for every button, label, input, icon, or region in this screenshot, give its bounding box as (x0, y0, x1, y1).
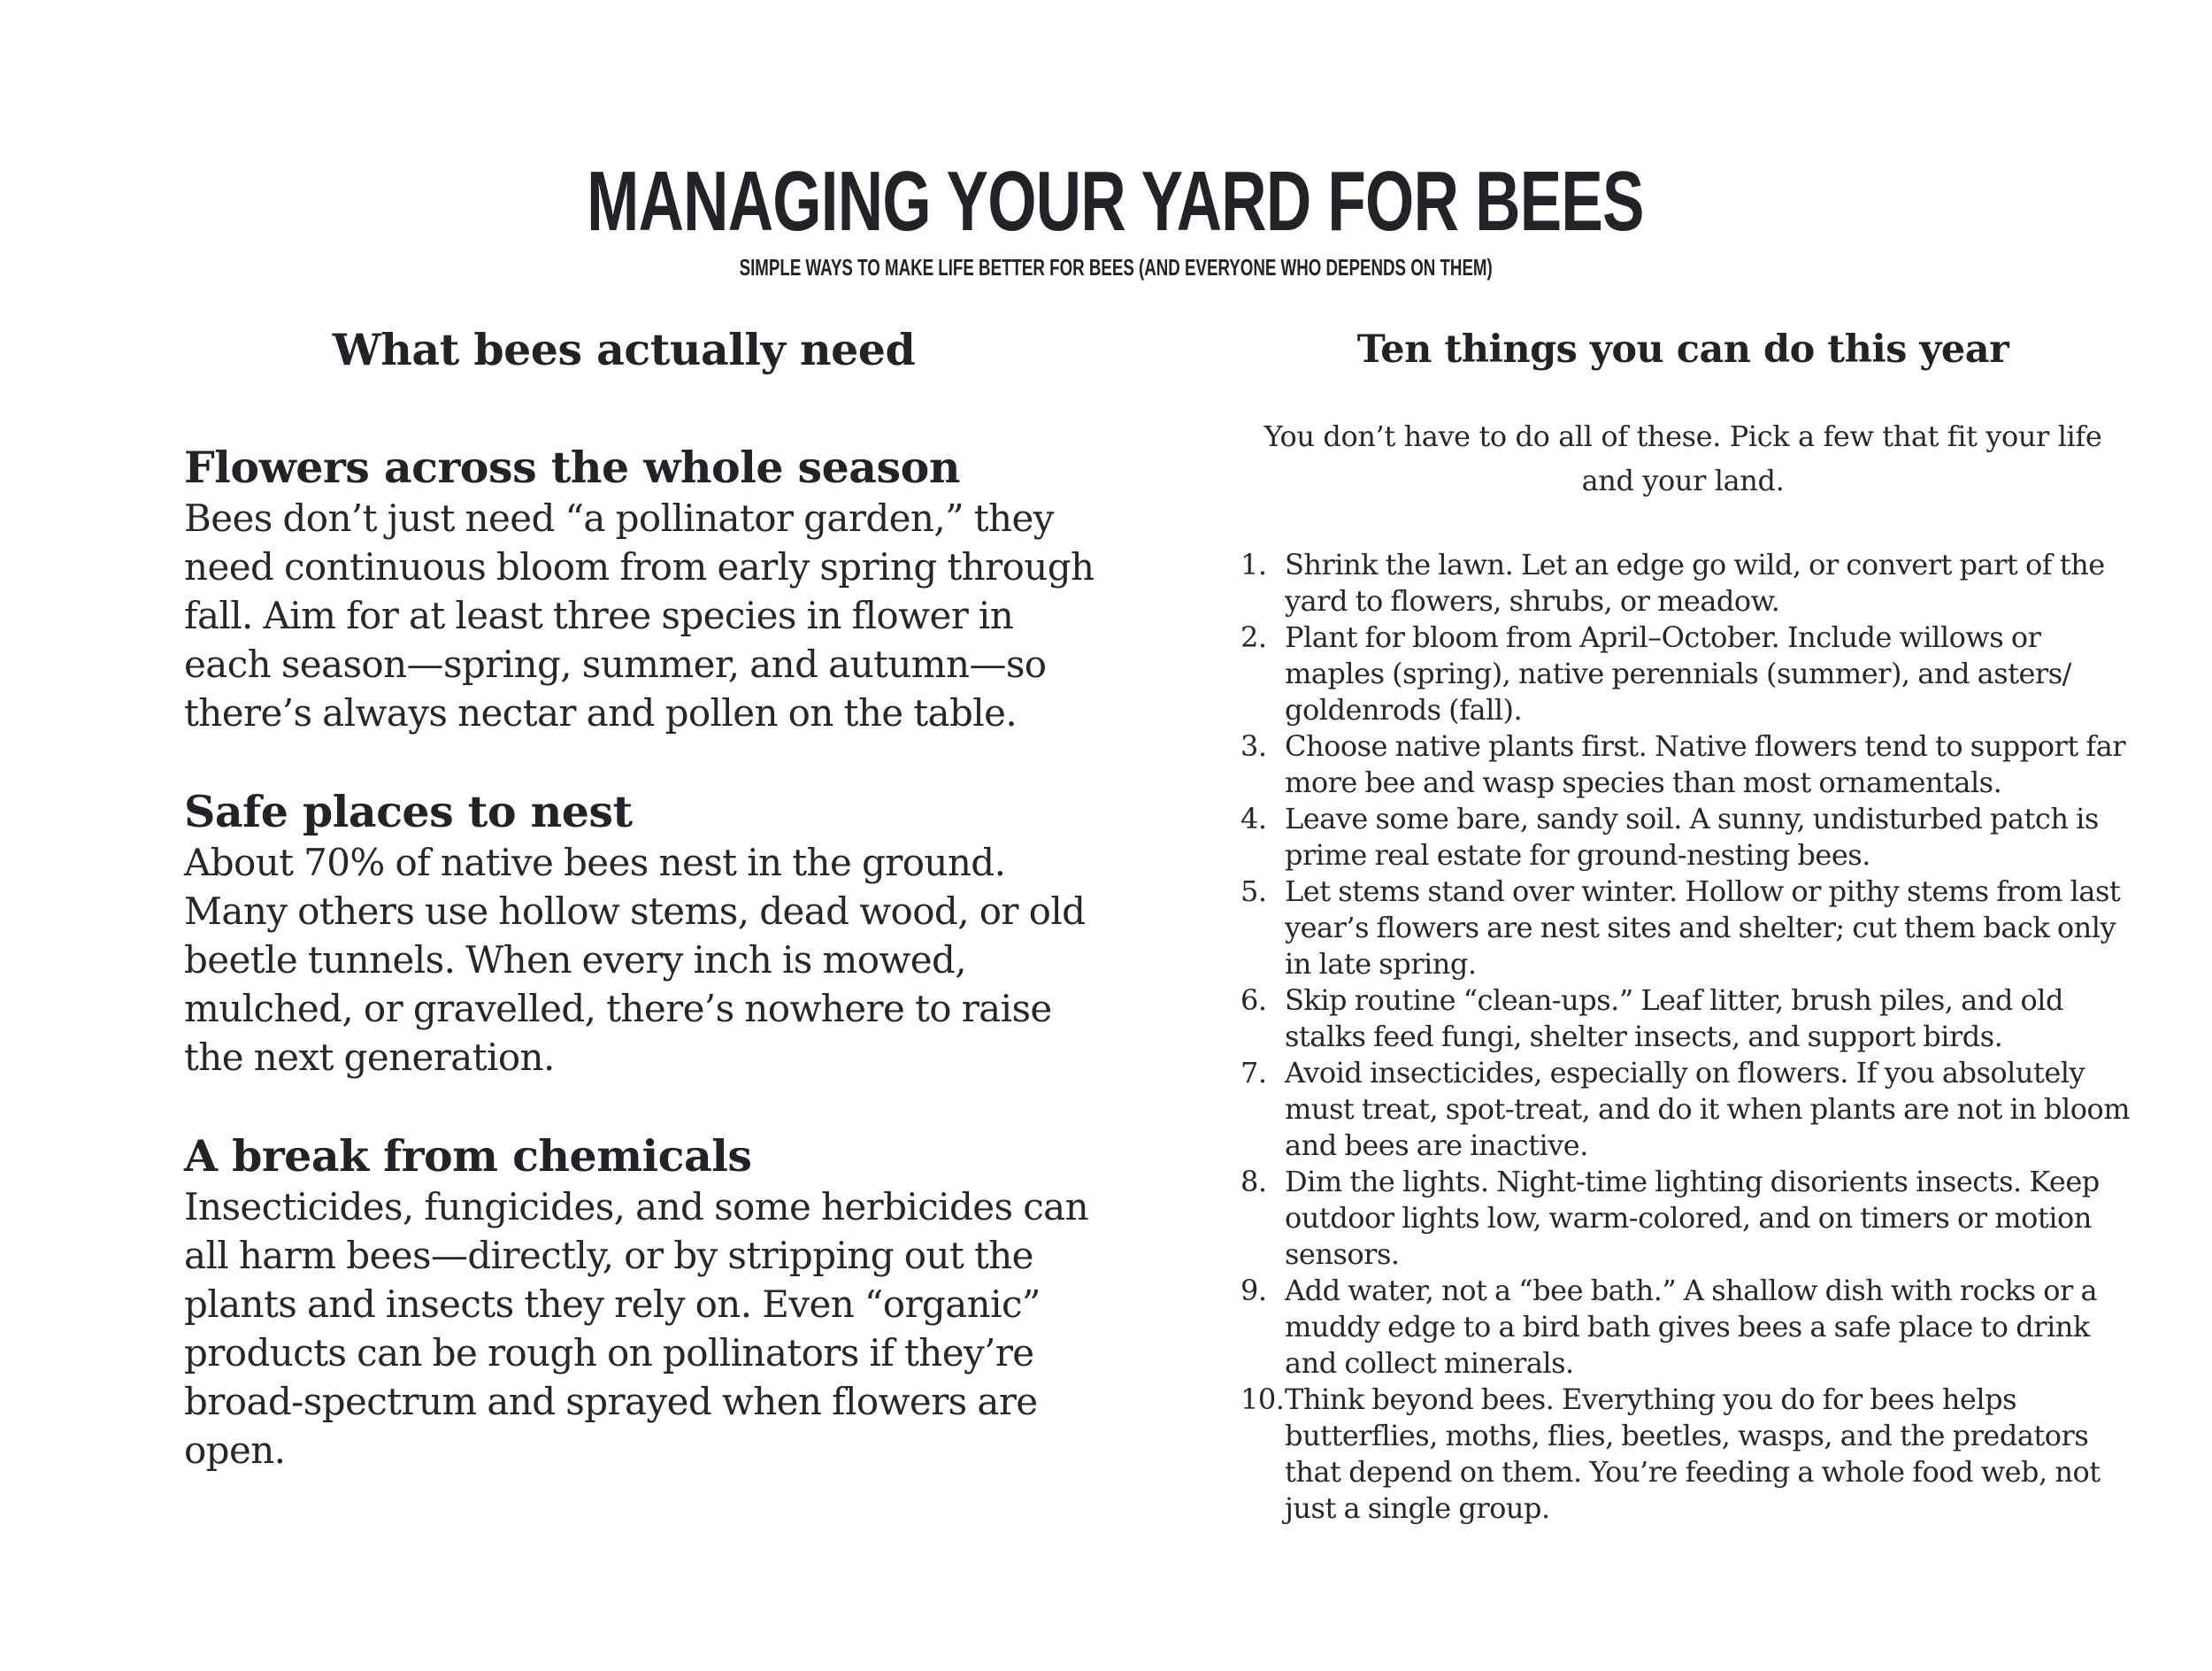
list-item (1240, 1164, 2143, 1273)
list-item (1240, 1055, 2143, 1164)
list-item-text: Add water, not a “bee bath.” A shallow dish with rocks or a muddy edge to a bird bath gives bees a safe place to drink and collect minerals. (1285, 1274, 2098, 1380)
intro-text: You don’t have to do all of these. Pick a few that fit your life and your land. (1263, 420, 2102, 497)
list-item-number: 8. (1240, 1165, 1267, 1198)
todo-list (1240, 547, 2143, 1527)
list-item (1240, 620, 2143, 728)
list-item-number: 4. (1240, 802, 1267, 836)
list-item-number: 9. (1240, 1274, 1267, 1307)
list-item (1240, 1273, 2143, 1382)
section-title: A break from chemicals (184, 1130, 752, 1182)
list-item-text: Shrink the lawn. Let an edge go wild, or convert part of the yard to flowers, shrubs, or meadow. (1285, 548, 2105, 618)
list-item (1240, 801, 2143, 874)
section-title: Flowers across the whole season (184, 442, 960, 493)
list-item-text: Skip routine “clean-ups.” Leaf litter, brush piles, and old stalks feed fungi, shelter insects, and support birds. (1285, 983, 2063, 1053)
list-item (1240, 874, 2143, 982)
section-nesting (184, 785, 1095, 1082)
list-item-text: Let stems stand over winter. Hollow or pithy stems from last year’s flowers are nest sites and shelter; cut them back only in late spring. (1285, 874, 2121, 981)
page-subtitle: SIMPLE WAYS TO MAKE LIFE BETTER FOR BEES (AND EVERYONE WHO DEPENDS ON THEM) (739, 254, 1493, 281)
list-item-number: 6. (1240, 983, 1267, 1017)
list-item-text: Dim the lights. Night-time lighting disorients insects. Keep outdoor lights low, warm-colored, and on timers or motion sensors. (1285, 1165, 2100, 1271)
right-column-heading: Ten things you can do this year (1356, 327, 2009, 372)
list-item (1240, 982, 2143, 1055)
left-column-heading: What bees actually need (332, 324, 916, 375)
list-item-text: Leave some bare, sandy soil. A sunny, undisturbed patch is prime real estate for ground-nesting bees. (1285, 802, 2099, 872)
right-column (1240, 320, 2143, 1527)
list-item-text: Avoid insecticides, especially on flowers. If you absolutely must treat, spot-treat, and do it when plants are not in bloom and bees are inactive. (1285, 1056, 2131, 1162)
list-item-text: Choose native plants first. Native flowers tend to support far more bee and wasp species than most ornamentals. (1285, 729, 2126, 799)
list-item (1240, 1382, 2143, 1527)
page-title: MANAGING YOUR YARD FOR BEES (587, 154, 1644, 249)
list-item-number: 10. (1240, 1382, 1285, 1416)
list-item-number: 7. (1240, 1056, 1267, 1090)
section-body: About 70% of native bees nest in the ground. Many others use hollow stems, dead wood, or old beetle tunnels. When every inch is mowed, mulched, or gravelled, there’s nowhere to raise the next generation. (184, 841, 1086, 1079)
list-item-number: 1. (1240, 548, 1267, 581)
list-item-text: Plant for bloom from April–October. Include willows or maples (spring), native perennials (summer), and asters/ goldenrods (fall). (1285, 620, 2071, 727)
list-item (1240, 728, 2143, 801)
section-body: Insecticides, fungicides, and some herbicides can all harm bees—directly, or by stripping out the plants and insects they rely on. Even “organic” products can be rough on pollinators if they’re broad-spectrum and sprayed when flowers are open. (184, 1185, 1089, 1472)
list-item-number: 5. (1240, 874, 1267, 908)
left-column (184, 319, 1095, 1475)
list-item (1240, 547, 2143, 620)
section-flowers (184, 441, 1095, 737)
list-item-text: Think beyond bees. Everything you do for bees helps butterflies, moths, flies, beetles, wasps, and the predators that depend on them. You’re feeding a whole food web, not just a single group. (1285, 1382, 2101, 1525)
section-chemicals (184, 1129, 1095, 1475)
section-body: Bees don’t just need “a pollinator garden,” they need continuous bloom from early spring through fall. Aim for at least three species in flower in each season—spring, summer, and autumn—so there’s always nectar and pollen on the table. (184, 497, 1094, 735)
list-item-number: 3. (1240, 729, 1267, 763)
list-item-number: 2. (1240, 620, 1267, 654)
section-title: Safe places to nest (184, 786, 633, 837)
